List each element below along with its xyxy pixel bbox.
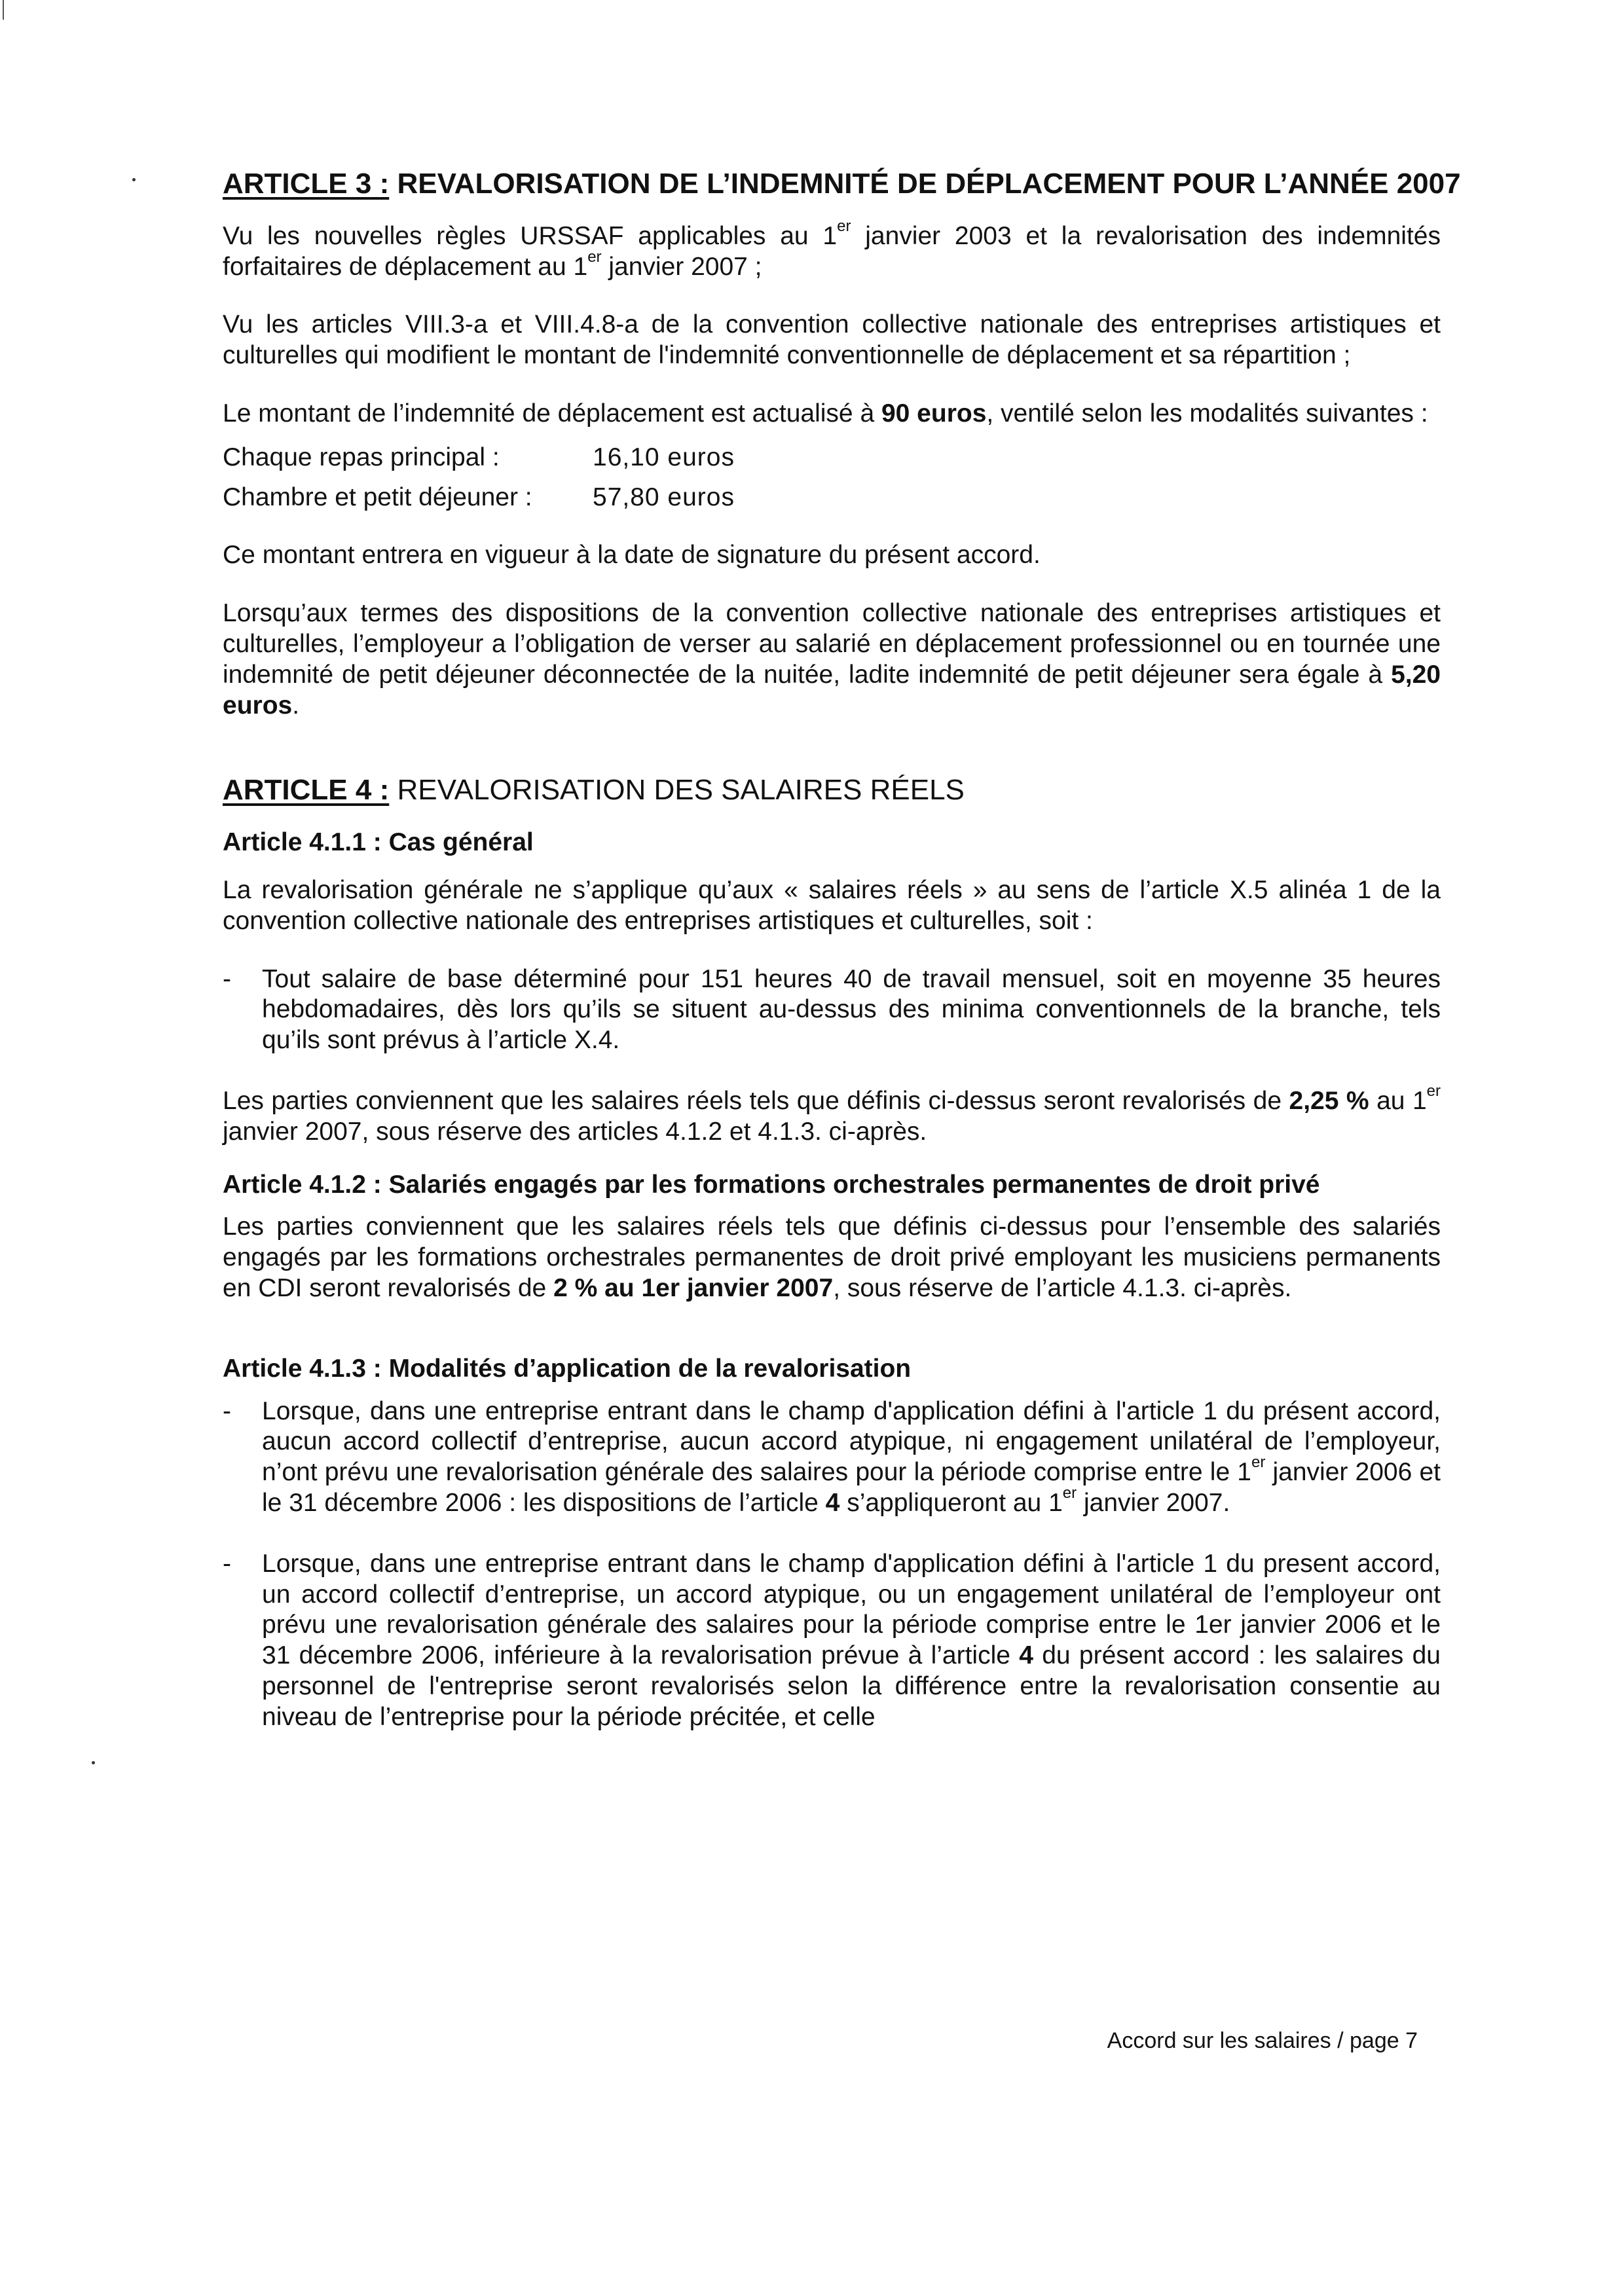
amount-label: Chambre et petit déjeuner : <box>223 483 532 511</box>
article-3-number: ARTICLE 3 : <box>223 168 390 200</box>
article-4-1-2-heading: Article 4.1.2 : Salariés engagés par les formations orchestrales permanentes de droit privé <box>223 1170 1320 1199</box>
scan-speck <box>132 178 136 181</box>
article-3-paragraph-1: Vu les nouvelles règles URSSAF applicables au 1er janvier 2003 et la revalorisation des indemnités forfaitaires de déplacement au 1er janvier 2007 ; <box>223 217 1441 281</box>
article-3-paragraph-4: Ce montant entrera en vigueur à la date de signature du présent accord. <box>223 541 1041 570</box>
article-4-title: REVALORISATION DES SALAIRES RÉELS <box>389 774 965 807</box>
amount-value: 57,80 euros <box>593 483 735 511</box>
document-page <box>223 167 1461 1732</box>
article-4-1-1-conclusion: Les parties conviennent que les salaires réels tels que définis ci-dessus seront revalorisés de 2,25 % au 1er janvier 2007, sous réserve des articles 4.1.2 et 4.1.3. ci-après. <box>223 1082 1441 1146</box>
amount-row-room <box>223 483 1441 513</box>
article-4-number: ARTICLE 4 : <box>223 774 390 807</box>
article-3-title: REVALORISATION DE L’INDEMNITÉ DE DÉPLACEMENT POUR L’ANNÉE 2007 <box>389 168 1461 200</box>
article-4-heading <box>223 773 1441 808</box>
article-4-1-3-list <box>223 1396 1441 1733</box>
article-4-1-3-heading: Article 4.1.3 : Modalités d’application de la revalorisation <box>223 1354 912 1383</box>
article-4-1-2-paragraph: Les parties conviennent que les salaires réels tels que définis ci-dessus pour l’ensemble des salariés engagés par les formations orchestrales permanentes de droit privé employant les musiciens permanents en CDI seront revalorisés de 2 % au 1er janvier 2007, sous réserve de l’article 4.1.3. ci-après. <box>223 1212 1441 1302</box>
page-footer: Accord sur les salaires / page 7 <box>1107 2028 1418 2053</box>
article-3-paragraph-5: Lorsqu’aux termes des dispositions de la convention collective nationale des entreprises artistiques et culturelles, l’employeur a l’obligation de verser au salarié en déplacement professionnel ou en tournée une indemnité de petit déjeuner déconnectée de la nuitée, ladite indemnité de petit déjeuner sera égale à 5,20 euros. <box>223 599 1441 720</box>
amount-value: 16,10 euros <box>593 443 735 471</box>
list-item: - Lorsque, dans une entreprise entrant dans le champ d'application défini à l'article 1 du present accord, un accord collectif d’entreprise, un accord atypique, ou un engagement unilatéral de l’employeur ont prévu une revalorisation générale des salaires pour la période comprise entre le 1er janvier 2006 et le 31 décembre 2006, inférieure à la revalorisation prévue à l’article 4 du présent accord : les salaires du personnel de l'entreprise seront revalorisés selon la différence entre la revalorisation consentie au niveau de l’entreprise pour la période précitée, et celle <box>223 1549 1441 1733</box>
list-item: - Tout salaire de base déterminé pour 151 heures 40 de travail mensuel, soit en moyenne 35 heures hebdomadaires, dès lors qu’ils se situent au-dessus des minima conventionnels de la branche, tels qu’ils sont prévus à l’article X.4. <box>223 964 1441 1056</box>
article-4-1-1-list <box>223 964 1441 1056</box>
list-item: - Lorsque, dans une entreprise entrant dans le champ d'application défini à l'article 1 du présent accord, aucun accord collectif d’entreprise, aucun accord atypique, ni engagement unilatéral de l’employeur, n’ont prévu une revalorisation générale des salaires pour la période comprise entre le 1er janvier 2006 et le 31 décembre 2006 : les dispositions de l’article 4 s’appliqueront au 1er janvier 2007. <box>223 1396 1441 1519</box>
article-4-1-1-heading: Article 4.1.1 : Cas général <box>223 828 534 857</box>
article-3-paragraph-3: Le montant de l’indemnité de déplacement est actualisé à 90 euros, ventilé selon les modalités suivantes : <box>223 399 1428 428</box>
amount-label: Chaque repas principal : <box>223 443 500 471</box>
amount-row-meal <box>223 443 1441 473</box>
article-3-heading <box>223 167 1461 202</box>
scan-edge-mark <box>3 0 4 20</box>
scan-speck <box>92 1761 95 1764</box>
article-3-paragraph-2: Vu les articles VIII.3-a et VIII.4.8-a de la convention collective nationale des entreprises artistiques et culturelles qui modifient le montant de l'indemnité conventionnelle de déplacement et sa répartition ; <box>223 310 1441 370</box>
article-4-1-1-intro: La revalorisation générale ne s’applique qu’aux « salaires réels » au sens de l’article X.5 alinéa 1 de la convention collective nationale des entreprises artistiques et culturelles, soit : <box>223 875 1441 935</box>
